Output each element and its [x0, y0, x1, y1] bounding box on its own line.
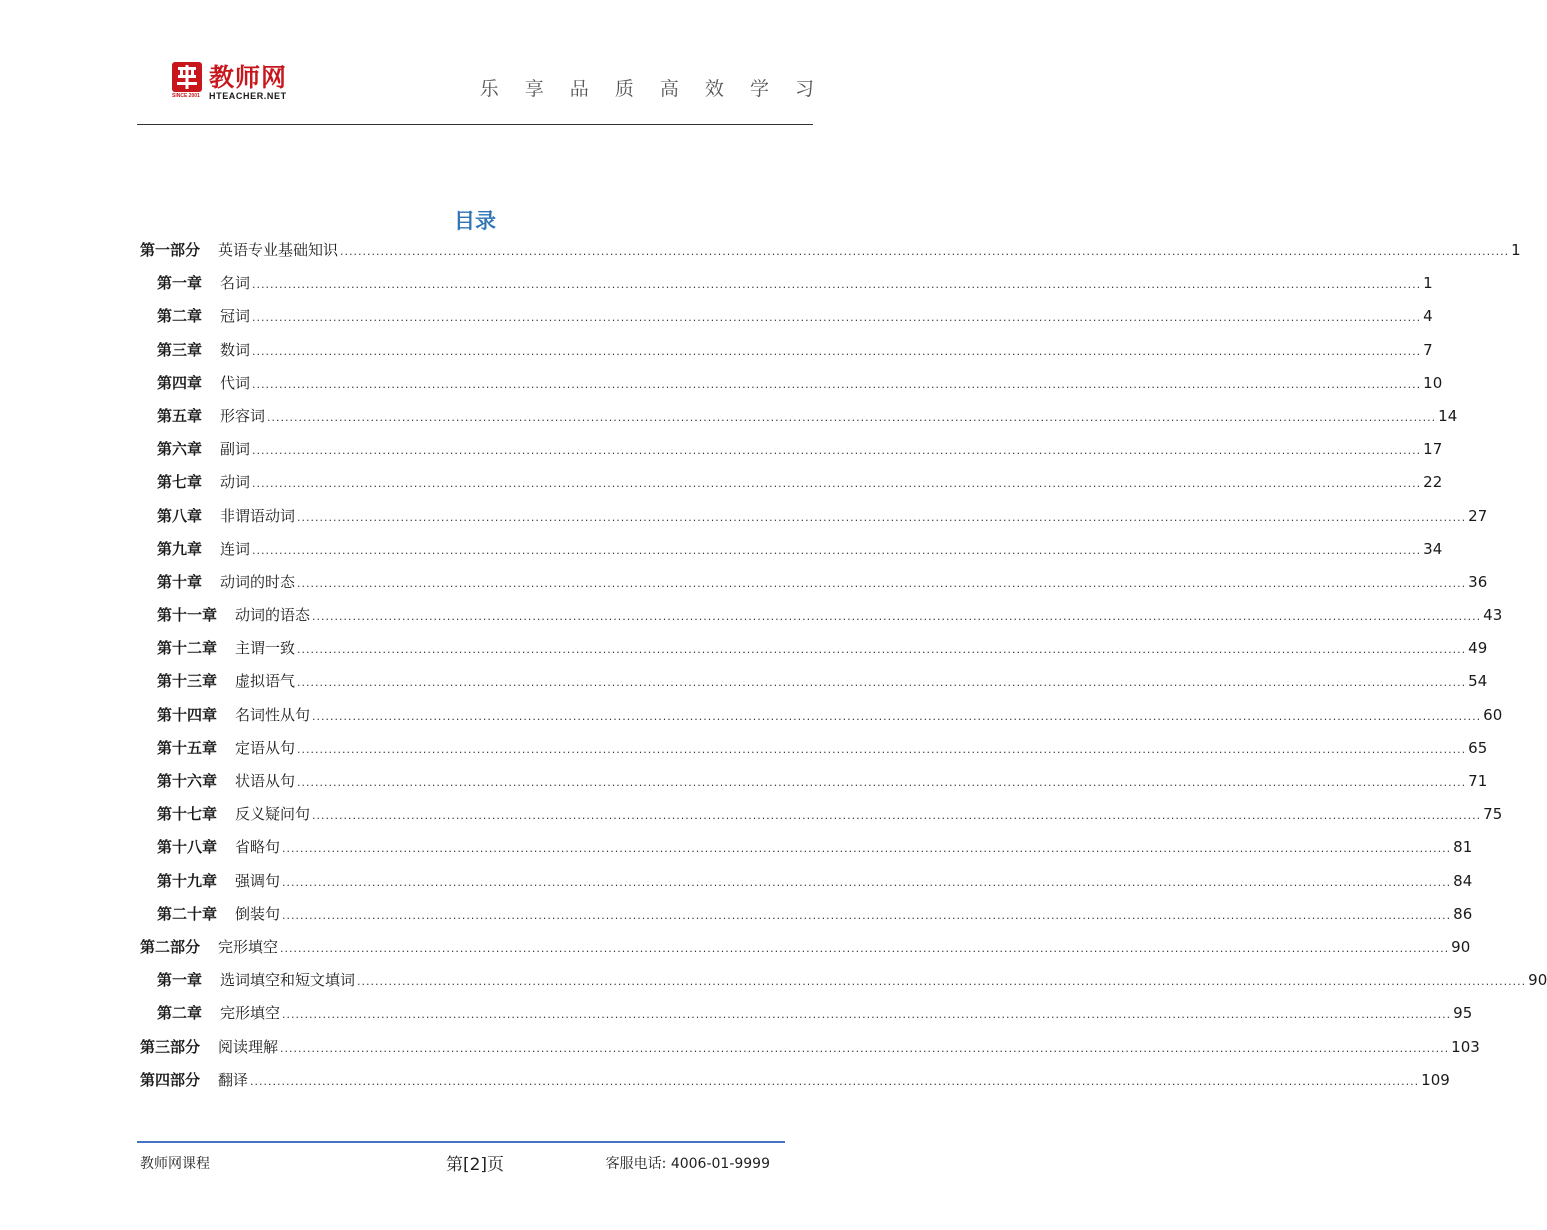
toc-dot-leader: .................................................................................................................................................................................................................................................................... [280, 941, 1450, 955]
toc-entry-number: 第七章 [157, 473, 203, 492]
logo-text: 教师网 [209, 63, 288, 92]
toc-entry-number: 第十一章 [157, 606, 218, 625]
toc-entry-page: 81 [1453, 838, 1473, 857]
toc-entry[interactable] [140, 765, 1488, 798]
toc-dot-leader: .................................................................................................................................................................................................................................................................... [297, 510, 1467, 524]
page-title: 目录 [454, 209, 496, 233]
toc-entry-page: 27 [1468, 506, 1488, 525]
toc-entry-number: 第四章 [157, 373, 203, 392]
toc-entry-title: 状语从句 [235, 772, 296, 790]
toc-entry-number: 第八章 [157, 506, 203, 525]
toc-entry-title: 名词 [220, 274, 251, 293]
toc-entry-number: 第十二章 [157, 639, 218, 658]
toc-entry[interactable] [140, 433, 1443, 466]
toc-dot-leader: .................................................................................................................................................................................................................................................................... [252, 477, 1422, 491]
page-number: 第[2]页 [445, 1155, 505, 1175]
toc-dot-leader: .................................................................................................................................................................................................................................................................... [280, 1041, 1450, 1055]
toc-entry-page: 90 [1451, 937, 1471, 956]
toc-entry-page: 43 [1483, 606, 1503, 625]
toc-dot-leader: .................................................................................................................................................................................................................................................................... [252, 278, 1422, 292]
toc-entry[interactable] [140, 931, 1471, 964]
toc-entry[interactable] [140, 964, 1547, 997]
toc-dot-leader: .................................................................................................................................................................................................................................................................... [252, 543, 1422, 557]
toc-entry-number: 第十四章 [157, 705, 218, 724]
toc-dot-leader: .................................................................................................................................................................................................................................................................... [312, 709, 1482, 723]
toc-dot-leader: .................................................................................................................................................................................................................................................................... [340, 245, 1510, 258]
toc-entry-number: 第一章 [157, 274, 203, 293]
toc-entry-number: 第三部分 [140, 1037, 201, 1056]
toc-dot-leader: .................................................................................................................................................................................................................................................................... [297, 676, 1467, 690]
toc-entry-page: 71 [1468, 772, 1488, 790]
header-slogan: 乐 享 品 质 高 效 学 习 [479, 78, 824, 100]
toc-entry-page: 17 [1423, 440, 1443, 459]
toc-entry[interactable] [140, 997, 1473, 1030]
toc-entry-number: 第六章 [157, 440, 203, 459]
toc-dot-leader: .................................................................................................................................................................................................................................................................... [282, 842, 1452, 856]
toc-entry-page: 84 [1453, 871, 1473, 890]
toc-entry-page: 1 [1511, 241, 1521, 259]
toc-entry[interactable] [140, 798, 1503, 831]
header-divider [137, 124, 813, 125]
toc-entry[interactable] [140, 400, 1458, 433]
toc-entry-title: 反义疑问句 [235, 805, 311, 824]
toc-dot-leader: .................................................................................................................................................................................................................................................................... [282, 908, 1452, 922]
toc-entry-page: 65 [1468, 738, 1488, 757]
toc-dot-leader: .................................................................................................................................................................................................................................................................... [297, 742, 1467, 756]
toc-entry-title: 翻译 [218, 1070, 249, 1089]
toc-entry-page: 10 [1423, 373, 1443, 392]
toc-entry-number: 第十三章 [157, 672, 218, 691]
toc-entry-title: 冠词 [220, 307, 251, 326]
toc-dot-leader: .................................................................................................................................................................................................................................................................... [252, 344, 1422, 358]
toc-dot-leader: .................................................................................................................................................................................................................................................................... [267, 410, 1437, 424]
toc-entry-page: 7 [1423, 340, 1433, 359]
toc-entry-number: 第十七章 [157, 805, 218, 824]
toc-entry[interactable] [140, 566, 1488, 599]
logo-domain: HTEACHER.NET [209, 91, 287, 101]
toc-dot-leader: .................................................................................................................................................................................................................................................................... [312, 610, 1482, 624]
logo-mark-icon [172, 62, 202, 92]
toc-entry[interactable] [140, 1031, 1480, 1064]
toc-entry-page: 54 [1468, 672, 1488, 691]
toc-dot-leader: .................................................................................................................................................................................................................................................................... [252, 311, 1422, 325]
toc-entry-title: 完形填空 [220, 1004, 281, 1023]
toc-entry[interactable] [140, 865, 1473, 898]
toc-dot-leader: .................................................................................................................................................................................................................................................................... [312, 809, 1482, 823]
toc-entry-title: 数词 [220, 340, 251, 359]
toc-dot-leader: .................................................................................................................................................................................................................................................................... [357, 975, 1527, 989]
toc-dot-leader: .................................................................................................................................................................................................................................................................... [250, 1074, 1420, 1088]
toc-entry-page: 49 [1468, 639, 1488, 658]
toc-entry-number: 第二章 [157, 307, 203, 326]
toc-entry-page: 86 [1453, 904, 1473, 923]
toc-entry-number: 第十章 [157, 572, 203, 591]
toc-entry-title: 定语从句 [235, 738, 296, 757]
toc-entry-number: 第五章 [157, 406, 203, 425]
toc-entry-title: 副词 [220, 440, 251, 459]
toc-entry-title: 强调句 [235, 871, 281, 890]
toc-entry[interactable] [140, 831, 1473, 864]
toc-entry-number: 第十五章 [157, 738, 218, 757]
toc-entry-page: 60 [1483, 705, 1503, 724]
toc-entry-page: 103 [1451, 1037, 1480, 1056]
toc-entry-number: 第四部分 [140, 1070, 201, 1089]
toc-entry[interactable] [140, 334, 1433, 367]
toc-dot-leader: .................................................................................................................................................................................................................................................................... [252, 377, 1422, 391]
toc-entry-page: 109 [1421, 1070, 1450, 1089]
toc-entry-title: 倒装句 [235, 904, 281, 923]
toc-entry-number: 第一部分 [140, 241, 201, 259]
logo-since: SINCE 2001 [172, 93, 200, 99]
toc-entry-title: 英语专业基础知识 [218, 241, 339, 259]
toc-entry-number: 第九章 [157, 539, 203, 558]
toc-entry-number: 第一章 [157, 971, 203, 990]
toc-entry-number: 第十八章 [157, 838, 218, 857]
toc-entry-page: 4 [1423, 307, 1433, 326]
logo [172, 62, 322, 102]
toc-entry-title: 名词性从句 [235, 705, 311, 724]
toc-entry-title: 动词的语态 [235, 606, 311, 625]
toc-entry-page: 95 [1453, 1004, 1473, 1023]
toc-entry-page: 34 [1423, 539, 1443, 558]
toc-entry[interactable] [140, 599, 1503, 632]
toc-dot-leader: .................................................................................................................................................................................................................................................................... [297, 576, 1467, 590]
toc-dot-leader: .................................................................................................................................................................................................................................................................... [297, 776, 1467, 789]
toc-entry-title: 动词的时态 [220, 572, 296, 591]
toc-entry[interactable] [140, 234, 1521, 267]
toc-entry[interactable] [140, 665, 1488, 698]
toc-entry-number: 第十九章 [157, 871, 218, 890]
toc-entry-page: 75 [1483, 805, 1503, 824]
toc-entry[interactable] [140, 1064, 1450, 1097]
toc-entry-page: 14 [1438, 406, 1458, 425]
toc-entry-number: 第三章 [157, 340, 203, 359]
toc-entry[interactable] [140, 267, 1433, 300]
toc-entry-page: 22 [1423, 473, 1443, 492]
toc-entry[interactable] [140, 500, 1488, 533]
footer-divider [137, 1141, 785, 1143]
toc-entry-title: 连词 [220, 539, 251, 558]
toc-entry-number: 第二十章 [157, 904, 218, 923]
toc-dot-leader: .................................................................................................................................................................................................................................................................... [282, 875, 1452, 889]
toc-entry[interactable] [140, 533, 1443, 566]
footer-phone: 客服电话: 4006-01-9999 [605, 1156, 770, 1172]
toc-entry[interactable] [140, 300, 1433, 333]
toc-entry-title: 代词 [220, 373, 251, 392]
toc-entry-page: 36 [1468, 572, 1488, 591]
toc-dot-leader: .................................................................................................................................................................................................................................................................... [282, 1008, 1452, 1022]
toc-entry-title: 形容词 [220, 406, 266, 425]
toc-entry-title: 阅读理解 [218, 1037, 279, 1056]
toc-entry[interactable] [140, 466, 1443, 499]
toc-entry[interactable] [140, 699, 1503, 732]
toc-dot-leader: .................................................................................................................................................................................................................................................................... [252, 444, 1422, 458]
toc-entry-title: 完形填空 [218, 937, 279, 956]
toc-entry[interactable] [140, 898, 1473, 931]
toc-entry-title: 虚拟语气 [235, 672, 296, 691]
table-of-contents [140, 234, 1547, 1097]
footer-course: 教师网课程 [140, 1156, 210, 1172]
toc-entry-number: 第二部分 [140, 937, 201, 956]
toc-dot-leader: .................................................................................................................................................................................................................................................................... [297, 643, 1467, 657]
toc-entry-page: 90 [1528, 971, 1547, 990]
toc-entry-title: 非谓语动词 [220, 506, 296, 525]
toc-entry-number: 第十六章 [157, 772, 218, 790]
toc-entry[interactable] [140, 632, 1488, 665]
toc-entry-title: 动词 [220, 473, 251, 492]
toc-entry[interactable] [140, 732, 1488, 765]
toc-entry-page: 1 [1423, 274, 1433, 293]
toc-entry-title: 省略句 [235, 838, 281, 857]
toc-entry-title: 选词填空和短文填词 [220, 971, 356, 990]
toc-entry-title: 主谓一致 [235, 639, 296, 658]
toc-entry-number: 第二章 [157, 1004, 203, 1023]
toc-entry[interactable] [140, 367, 1443, 400]
